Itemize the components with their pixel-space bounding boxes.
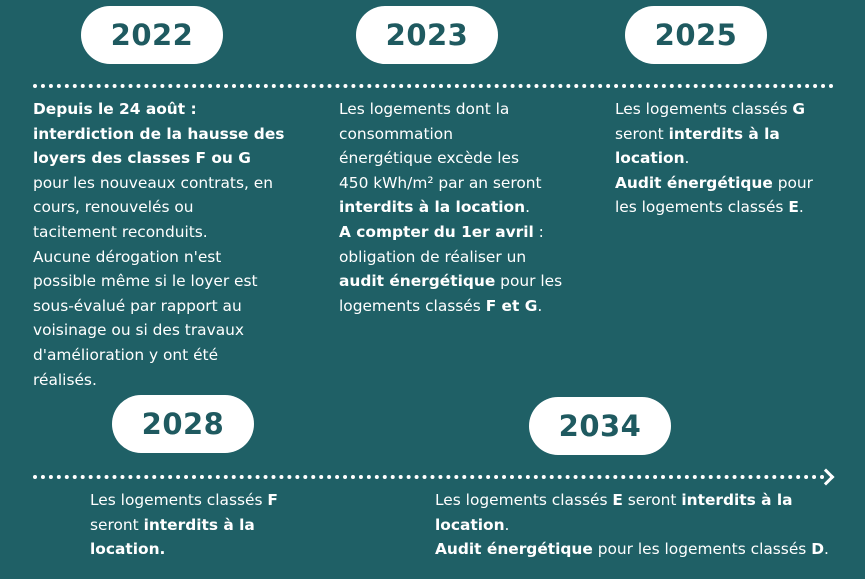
text-2022-line5: cours, renouvelés ou (33, 198, 194, 217)
text-2022-line1: Depuis le 24 août : (33, 100, 197, 118)
text-2025-line4-bold: Audit énergétique (615, 173, 773, 192)
text-2028-line1-bold: F (267, 491, 278, 509)
text-2022-line9: sous-évalué par rapport au (33, 296, 242, 315)
text-2025-line5-punct: . (798, 198, 804, 217)
text-2025-line5-bold: E (788, 198, 799, 217)
text-2023-line5: interdits à la location (339, 198, 526, 217)
text-2022-line4: pour les nouveaux contrats, en (33, 173, 273, 192)
text-2022-line12: réalisés. (33, 370, 97, 389)
text-2028-line1: Les logements classés (90, 491, 268, 509)
text-2034-line2-bold: location (435, 515, 505, 534)
text-2023-line6-punct: : (533, 222, 544, 241)
text-2023-line7: obligation de réaliser un (339, 247, 527, 266)
text-2034-line1-bold: interdits à la (681, 491, 793, 509)
text-2023-line5-punct: . (525, 198, 530, 217)
text-2025-line2-bold: interdits à la (668, 124, 780, 143)
text-2025-line1-bold: G (792, 100, 806, 118)
text-2025-line1: Les logements classés (615, 100, 793, 118)
text-2034-line3-punct: . (823, 540, 829, 559)
text-2023-line8-bold: audit énergétique (339, 272, 496, 291)
text-2023-line1: Les logements dont la (339, 100, 510, 118)
text-2034-line2-punct: . (504, 515, 510, 534)
text-2034-line1-bold-class: E (612, 491, 623, 509)
text-2028-line2-bold: interdits à la (143, 515, 255, 534)
text-2023 (339, 97, 589, 318)
text-2028 (90, 488, 340, 562)
text-2034-line3-bold-class: D (811, 540, 824, 559)
text-2023-line6: A compter du 1er avril (339, 222, 534, 241)
text-2023-line3: énergétique excède les (339, 149, 520, 168)
year-2022-badge: 2022 (81, 6, 223, 64)
text-2023-line9: logements classés (339, 296, 486, 315)
text-2028-line3-bold: location. (90, 540, 166, 559)
timeline-top-dotted-line (33, 84, 834, 88)
text-2025-line5: les logements classés (615, 198, 789, 217)
text-2023-line4: 450 kWh/m² par an seront (339, 173, 542, 192)
text-2022 (33, 97, 303, 392)
text-2023-line8: pour les (495, 272, 563, 291)
text-2034 (435, 488, 860, 562)
text-2023-line2: consommation (339, 124, 453, 143)
year-2028-badge: 2028 (112, 395, 254, 453)
text-2022-line6: tacitement reconduits. (33, 222, 208, 241)
text-2025-line2: seront (615, 124, 669, 143)
text-2034-line1: Les logements classés (435, 491, 613, 509)
year-2025-badge: 2025 (625, 6, 767, 64)
year-2023-badge: 2023 (356, 6, 498, 64)
text-2022-line10: voisinage ou si des travaux (33, 321, 245, 340)
timeline-bottom-dotted-line (33, 475, 825, 479)
text-2025-line3-punct: . (684, 149, 690, 168)
text-2025 (615, 97, 850, 220)
text-2034-line3: pour les logements classés (592, 540, 812, 559)
text-2023-line9-bold: F et G (485, 296, 538, 315)
text-2022-line8: possible même si le loyer est (33, 272, 258, 291)
text-2022-line7: Aucune dérogation n'est (33, 247, 222, 266)
text-2028-line2: seront (90, 515, 144, 534)
text-2022-line2: interdiction de la hausse des (33, 124, 285, 143)
text-2022-line11: d'amélioration y ont été (33, 345, 219, 364)
text-2025-line3-bold: location (615, 149, 685, 168)
text-2022-line3: loyers des classes F ou G (33, 149, 251, 168)
text-2034-line1-mid: seront (622, 491, 682, 509)
text-2034-line3-bold: Audit énergétique (435, 540, 593, 559)
year-2034-badge: 2034 (529, 397, 671, 455)
text-2023-line9-punct: . (537, 296, 543, 315)
timeline-arrow-icon (818, 469, 835, 486)
text-2025-line4: pour (772, 173, 813, 192)
